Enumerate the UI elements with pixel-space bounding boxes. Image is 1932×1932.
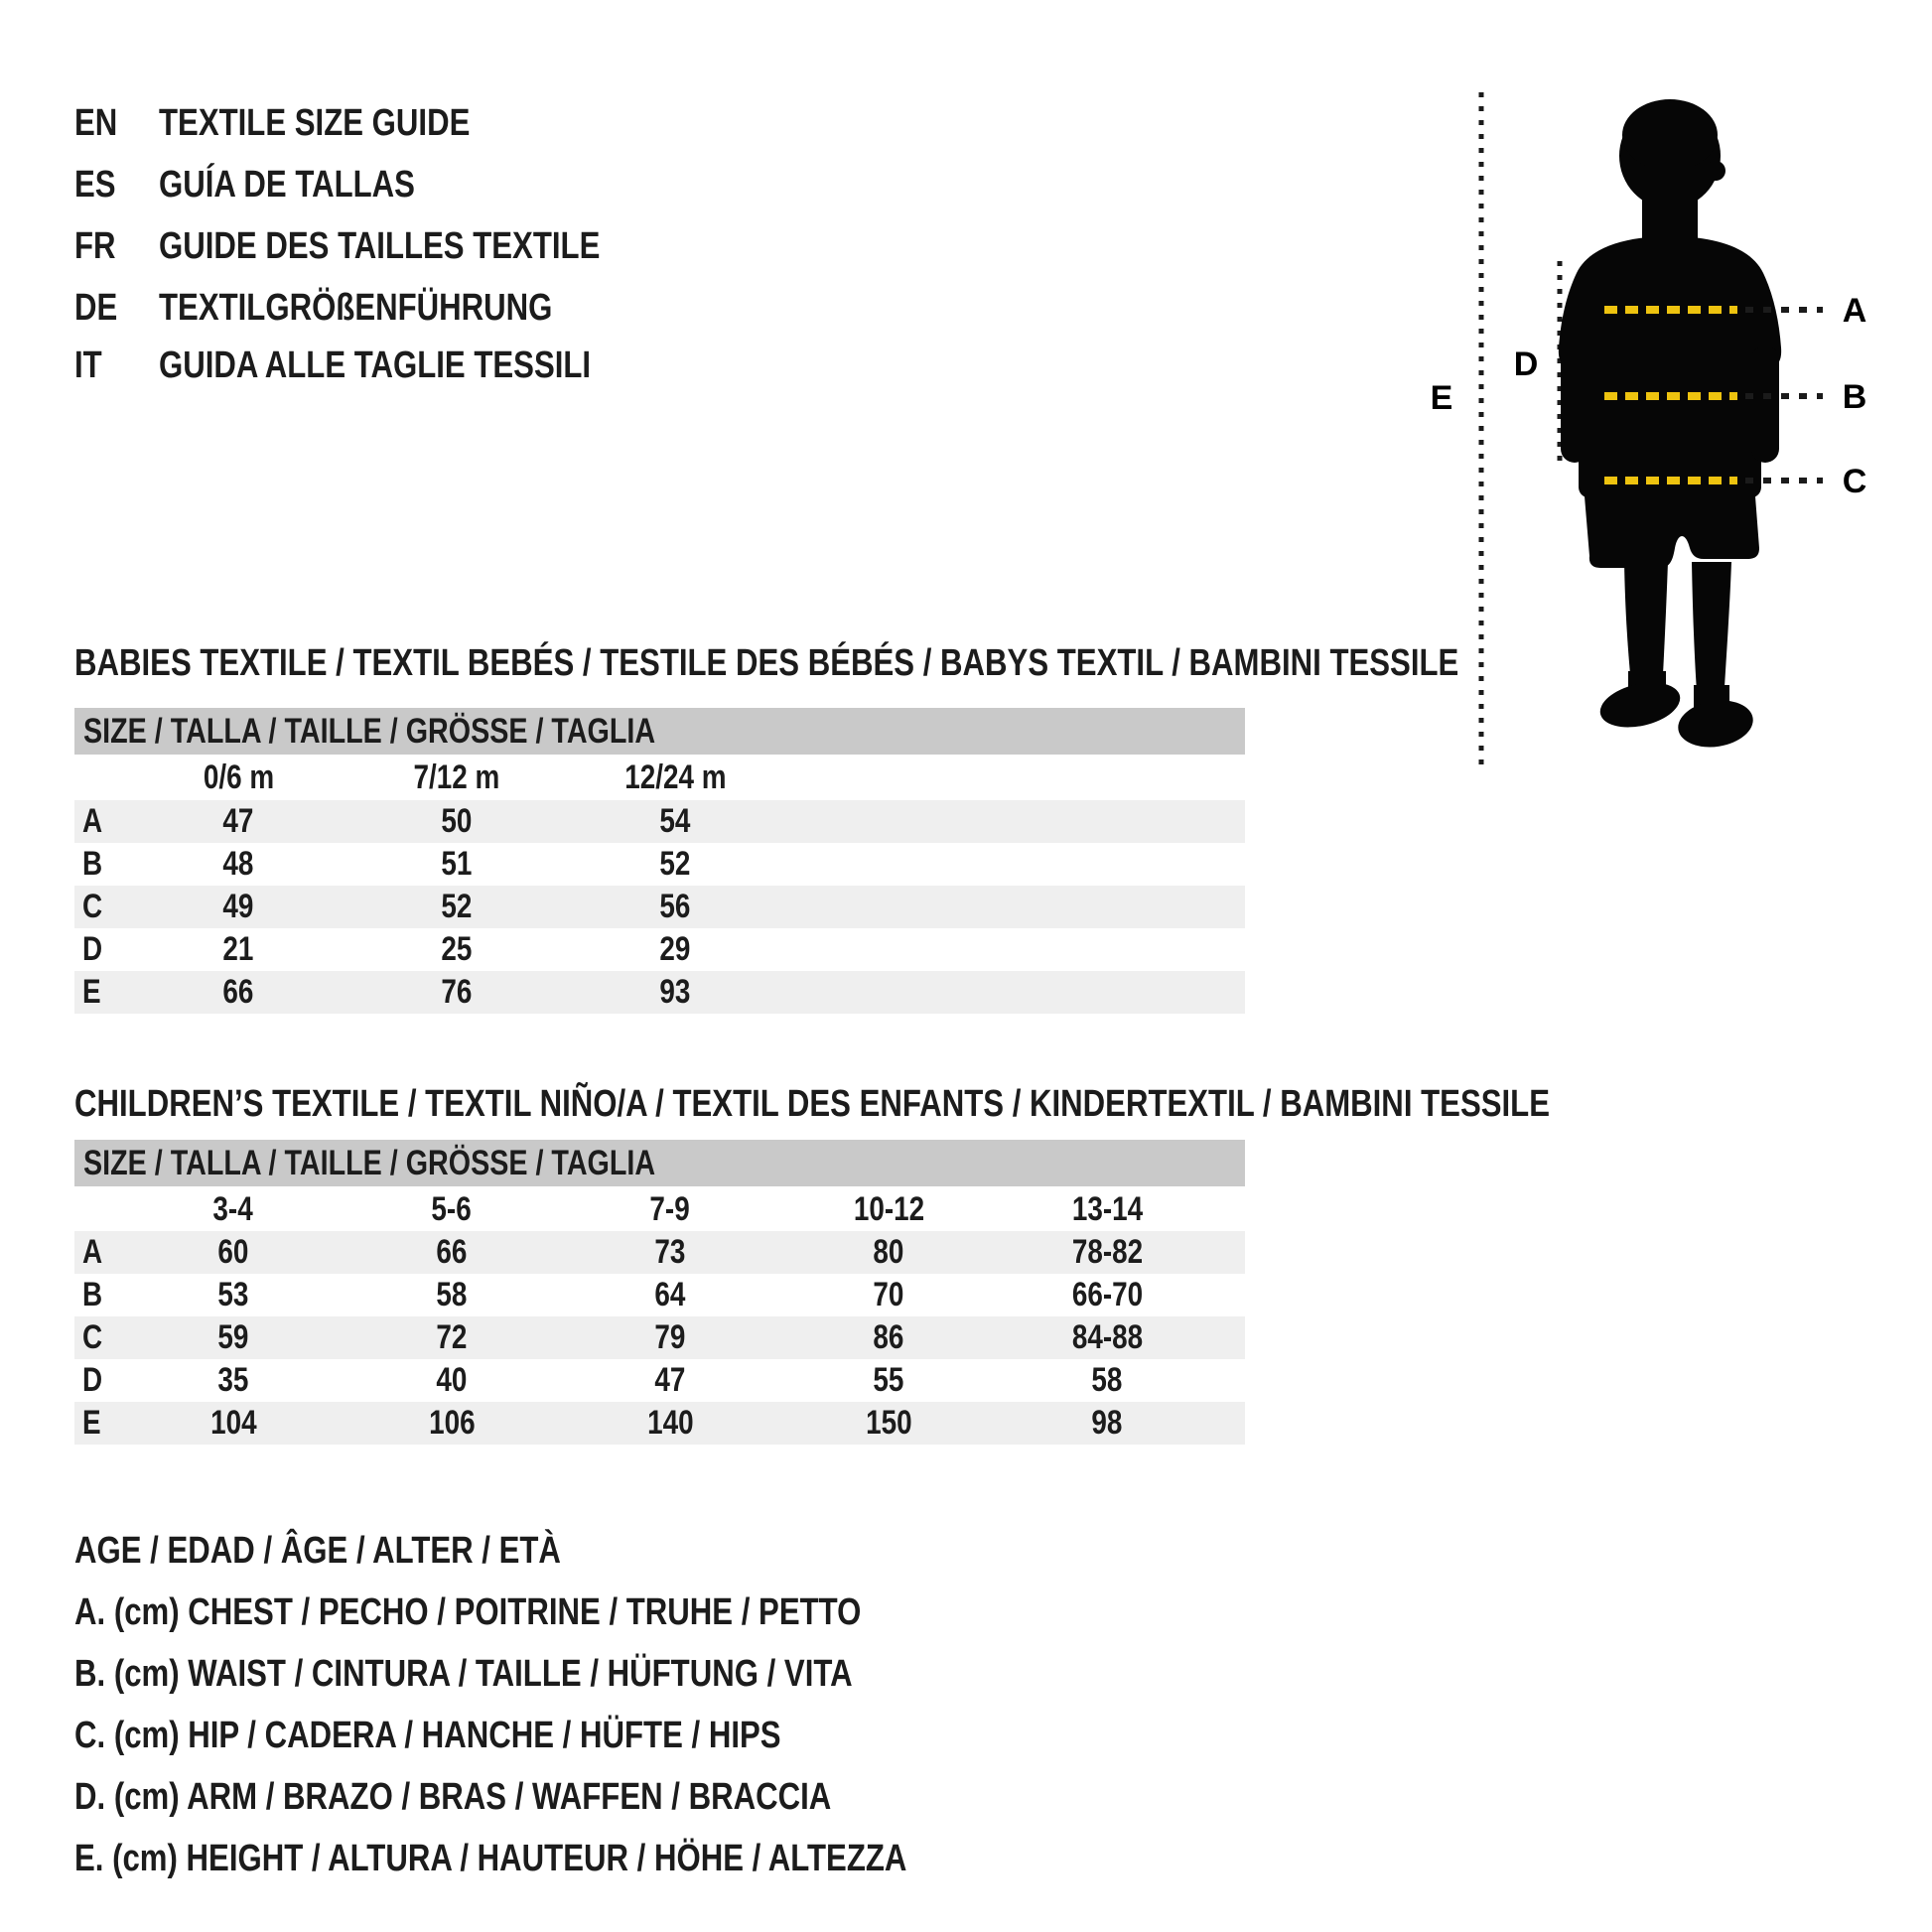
lang-title-fr: GUIDE DES TAILLES TEXTILE (159, 225, 601, 267)
lang-code-it: IT (74, 345, 102, 386)
legend-arm: D. (cm) ARM / BRAZO / BRAS / WAFFEN / BRACCIA (74, 1776, 832, 1818)
legend-age: AGE / EDAD / ÂGE / ALTER / ETÀ (74, 1530, 561, 1572)
babies-section-title: BABIES TEXTILE / TEXTIL BEBÉS / TESTILE DES BÉBÉS / BABYS TEXTIL / BAMBINI TESSILE (74, 642, 1459, 684)
lang-code-es: ES (74, 164, 116, 206)
legend-chest: A. (cm) CHEST / PECHO / POITRINE / TRUHE / PETTO (74, 1591, 862, 1633)
babies-size-header-text: SIZE / TALLA / TAILLE / GRÖSSE / TAGLIA (83, 712, 656, 751)
babies-table-row-c: C 49 52 56 (74, 886, 1245, 928)
babies-size-header-bar (74, 708, 1245, 755)
lang-title-en: TEXTILE SIZE GUIDE (159, 102, 471, 144)
babies-col-header: 12/24 m (623, 759, 727, 796)
lang-title-es: GUÍA DE TALLAS (159, 164, 415, 206)
lang-title-it: GUIDA ALLE TAGLIE TESSILI (159, 345, 592, 386)
children-col-header: 13-14 (1071, 1190, 1143, 1228)
children-col-header: 5-6 (431, 1190, 473, 1228)
children-col-header: 10-12 (853, 1190, 924, 1228)
babies-col-header: 7/12 m (413, 759, 500, 796)
figure-label-e: E (1430, 379, 1453, 417)
figure-label-c: C (1842, 463, 1867, 500)
children-table-row-c: C 59 72 79 86 84-88 (74, 1316, 1245, 1359)
babies-table-row-a: A 47 50 54 (74, 800, 1245, 843)
children-size-header-text: SIZE / TALLA / TAILLE / GRÖSSE / TAGLIA (83, 1144, 656, 1182)
lang-code-en: EN (74, 102, 118, 144)
lang-code-fr: FR (74, 225, 116, 267)
children-table-row-a: A 60 66 73 80 78-82 (74, 1231, 1245, 1274)
lang-code-de: DE (74, 287, 118, 329)
children-col-header: 7-9 (649, 1190, 691, 1228)
babies-table-header-row (74, 757, 1245, 799)
lang-title-de: TEXTILGRÖßENFÜHRUNG (159, 287, 553, 329)
babies-table-row-b: B 48 51 52 (82, 845, 691, 883)
children-table-header-row (74, 1188, 1245, 1231)
children-section-title: CHILDREN’S TEXTILE / TEXTIL NIÑO/A / TEXTIL DES ENFANTS / KINDERTEXTIL / BAMBINI TESSILE (74, 1083, 1550, 1125)
legend-hip: C. (cm) HIP / CADERA / HANCHE / HÜFTE / HIPS (74, 1715, 781, 1756)
legend-height: E. (cm) HEIGHT / ALTURA / HAUTEUR / HÖHE / ALTEZZA (74, 1838, 907, 1879)
children-col-header: 3-4 (212, 1190, 254, 1228)
legend-waist: B. (cm) WAIST / CINTURA / TAILLE / HÜFTUNG / VITA (74, 1653, 853, 1695)
babies-col-header: 0/6 m (203, 759, 274, 796)
children-table-row-d: D 35 40 47 55 58 (82, 1361, 1123, 1399)
figure-label-d: D (1513, 345, 1539, 383)
figure-label-b: B (1842, 378, 1867, 416)
babies-table-row-d: D 21 25 29 (82, 930, 691, 968)
children-size-header-bar (74, 1140, 1245, 1186)
babies-table-row-e: E 66 76 93 (74, 971, 1245, 1014)
children-table-row-e: E 104 106 140 150 98 (74, 1402, 1245, 1445)
children-table-row-b: B 53 58 64 70 66-70 (82, 1276, 1143, 1313)
figure-label-a: A (1842, 292, 1867, 330)
